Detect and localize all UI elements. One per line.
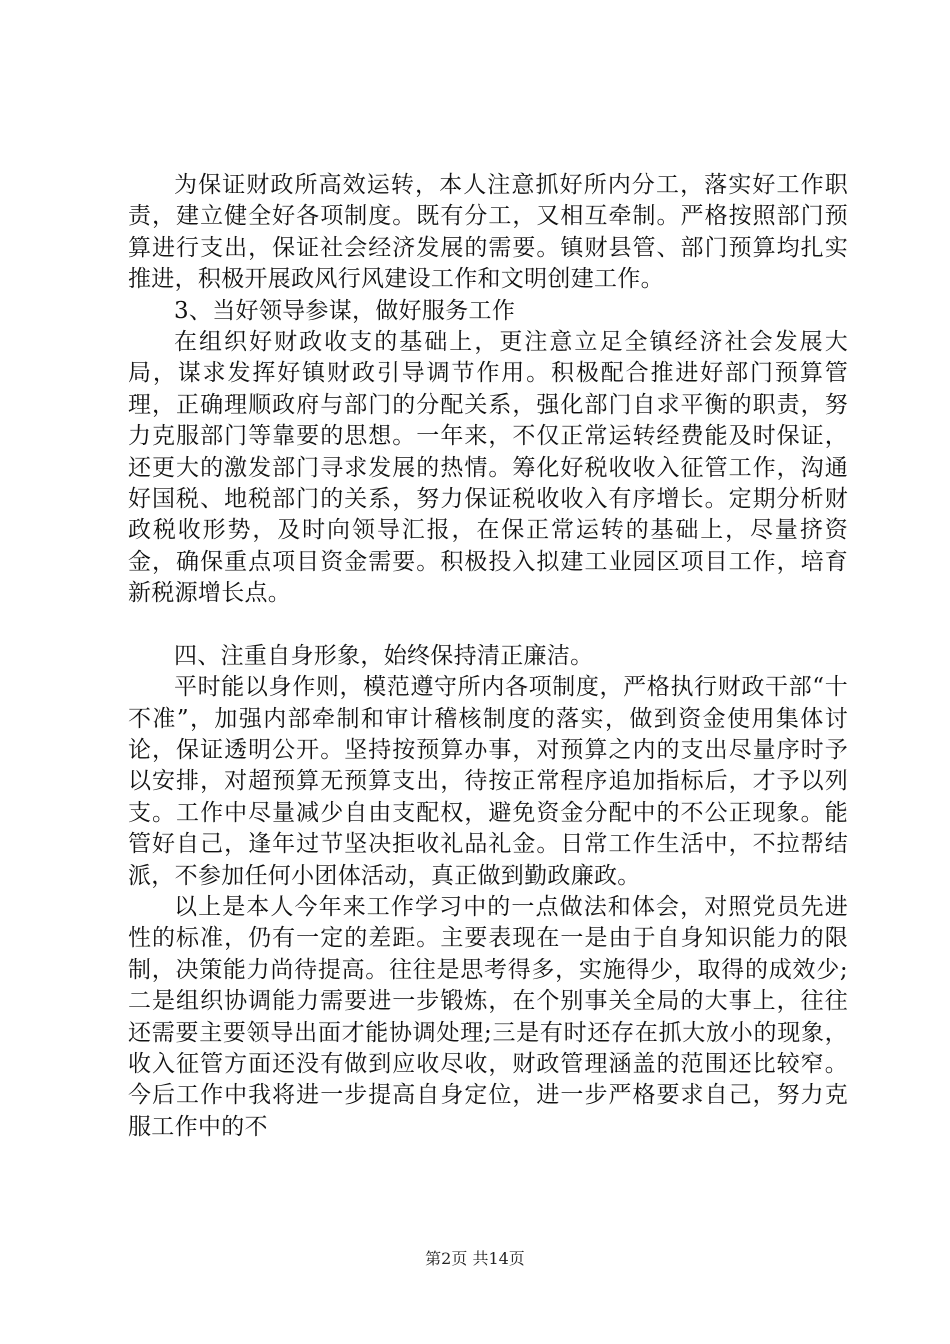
paragraph-staffing: 为保证财政所高效运转，本人注意抓好所内分工，落实好工作职责，建立健全好各项制度。既有分工，又相互牵制。严格按照部门预算进行支出，保证社会经济发展的需要。镇财县管、部门预算均扎实推进，积极开展政风行风建设工作和文明创建工作。 — [128, 172, 848, 293]
paragraph-integrity: 平时能以身作则，模范遵守所内各项制度，严格执行财政干部“十不准”，加强内部牵制和审计稽核制度的落实，做到资金使用集体讨论，保证透明公开。坚持按预算办事，对预算之内的支出尽量序时予以安排，对超预算无预算支出，待按正常程序追加指标后，才予以列支。工作中尽量减少自由支配权，避免资金分配中的不公正现象。能管好自己，逢年过节坚决拒收礼品礼金。日常工作生活中，不拉帮结派，不参加任何小团体活动，真正做到勤政廉政。 — [128, 674, 848, 889]
paragraph-gap — [128, 610, 848, 641]
document-body — [128, 170, 848, 1143]
paragraph-service: 在组织好财政收支的基础上，更注意立足全镇经济社会发展大局，谋求发挥好镇财政引导调节作用。积极配合推进好部门预算管理，正确理顺政府与部门的分配关系，强化部门自求平衡的职责，努力克服部门等靠要的思想。一年来，不仅正常运转经费能及时保证，还更大的激发部门寻求发展的热情。筹化好税收收入征管工作，沟通好国税、地税部门的关系，努力保证税收收入有序增长。定期分析财政税收形势，及时向领导汇报，在保正常运转的基础上，尽量挤资金，确保重点项目资金需要。积极投入拟建工业园区项目工作，培育新税源增长点。 — [128, 329, 848, 607]
paragraph-summary: 以上是本人今年来工作学习中的一点做法和体会，对照党员先进性的标准，仍有一定的差距。主要表现在一是由于自身知识能力的限制，决策能力尚待提高。往往是思考得多，实施得少，取得的成效少;二是组织协调能力需要进一步锻炼，在个别事关全局的大事上，往往还需要主要领导出面才能协调处理;三是有时还存在抓大放小的现象，收入征管方面还没有做到应收尽收，财政管理涵盖的范围还比较窄。今后工作中我将进一步提高自身定位，进一步严格要求自己，努力克服工作中的不 — [128, 893, 848, 1140]
section-heading-4: 四、注重自身形象，始终保持清正廉洁。 — [174, 642, 594, 669]
page-number-footer: 第2页 共14页 — [425, 1249, 525, 1268]
section-heading-3: 3、当好领导参谋，做好服务工作 — [174, 297, 516, 324]
